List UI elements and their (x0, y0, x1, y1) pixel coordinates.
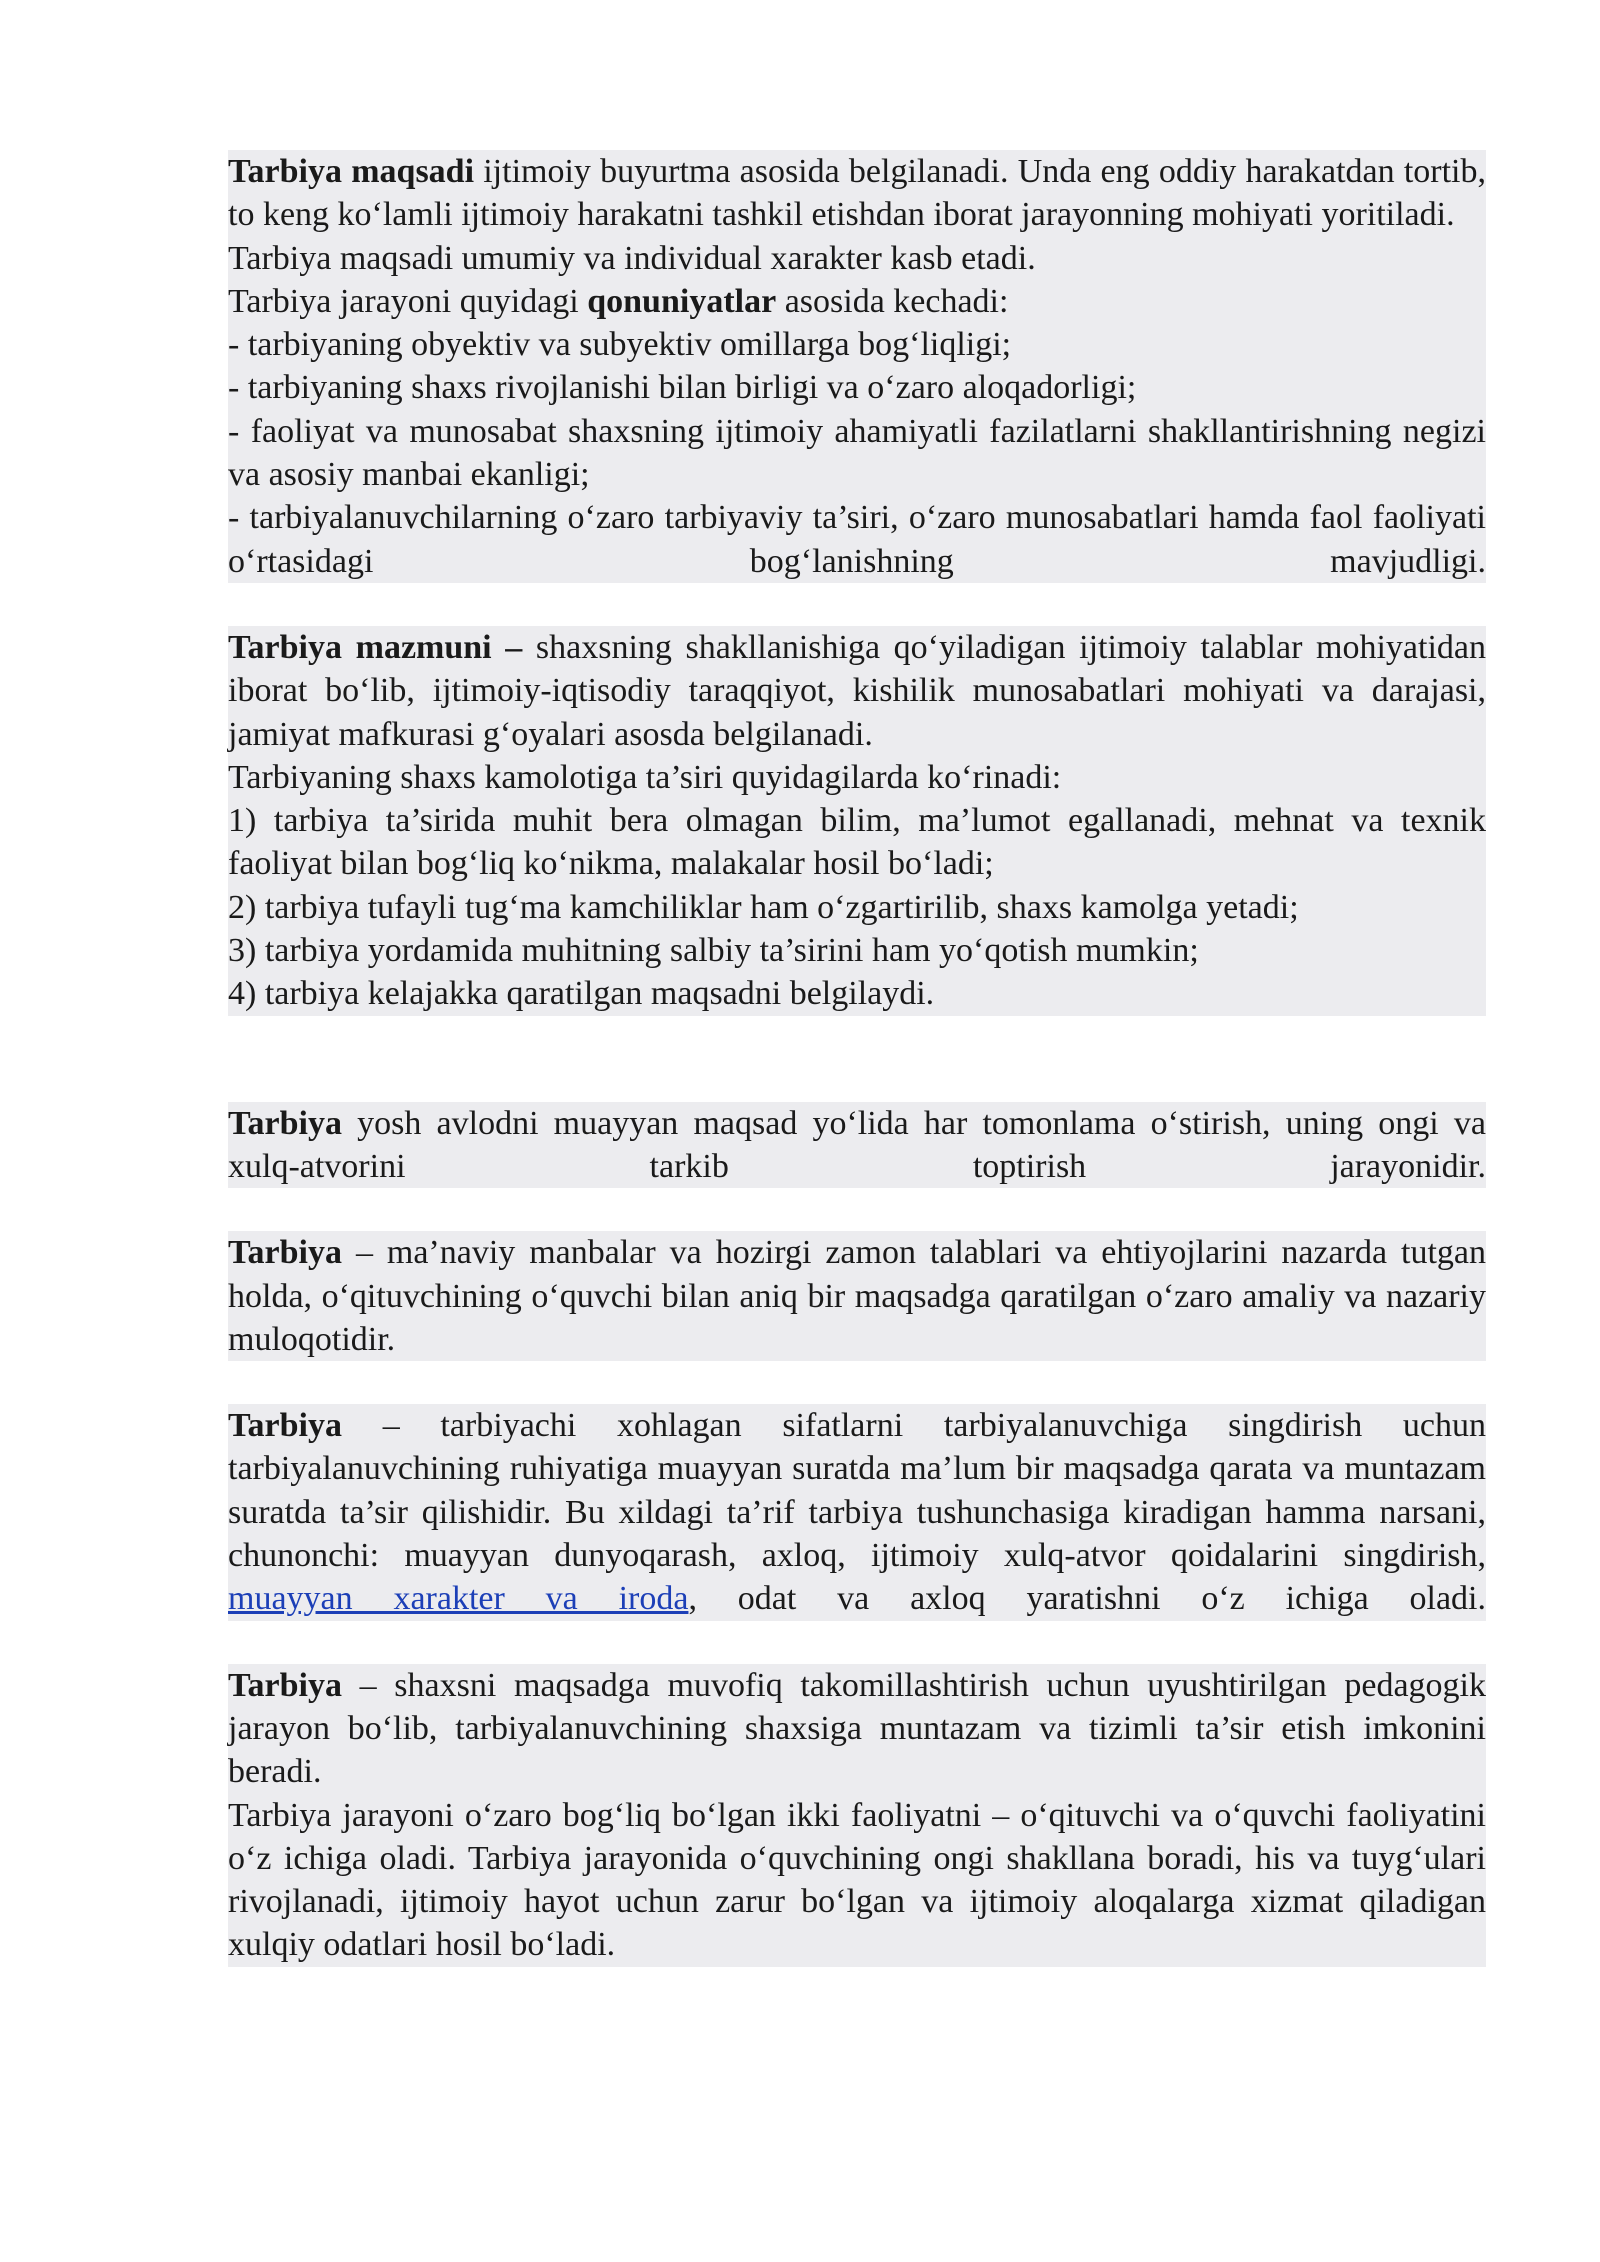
term-bold: Tarbiya (228, 1104, 343, 1142)
term-bold: Tarbiya (228, 1234, 343, 1272)
section-tarbiya-definition-1 (228, 1102, 1486, 1189)
document-page (228, 150, 1486, 1967)
section-tarbiya-definition-3 (228, 1404, 1486, 1620)
paragraph: Tarbiya – shaxsni maqsadga muvofiq takomillashtirish uchun uyushtirilgan pedagogik jarayon bo‘lib, tarbiyalanuvchining shaxsiga muntazam va tizimli ta’sir etish imkonini beradi. (228, 1666, 1486, 1791)
term-bold: Tarbiya (228, 1666, 343, 1704)
section-tarbiya-maqsadi (228, 150, 1486, 583)
paragraph: Tarbiyaning shaxs kamolotiga ta’siri quyidagilarda ko‘rinadi: (228, 758, 1062, 796)
list-item: 2) tarbiya tufayli tug‘ma kamchiliklar ham o‘zgartirilib, shaxs kamolga yetadi; (228, 888, 1299, 926)
paragraph: Tarbiya maqsadi ijtimoiy buyurtma asosida belgilanadi. Unda eng oddiy harakatdan tortib, to keng ko‘lamli ijtimoiy harakatni tashkil etishdan iborat jarayonning mohiyati yoritiladi. (228, 153, 1486, 234)
list-item: - tarbiyaning obyektiv va subyektiv omillarga bog‘liqligi; (228, 326, 1012, 364)
list-item: 1) tarbiya ta’sirida muhit bera olmagan bilim, ma’lumot egallanadi, mehnat va texnik faoliyat bilan bog‘liq ko‘nikma, malakalar hosil bo‘ladi; (228, 802, 1486, 883)
paragraph: Tarbiya – tarbiyachi xohlagan sifatlarni tarbiyalanuvchiga singdirish uchun tarbiyalanuvchining ruhiyatiga muayyan suratda ma’lum bir maqsadga qarata va muntazam suratda ta’sir qilishidir. Bu xildagi ta’rif tarbiya tushunchasiga kiradigan hamma narsani, chunonchi: muayyan dunyoqarash, axloq, ijtimoiy xulq-atvor qoidalarini singdirish, muayyan xarakter va iroda, odat va axloq yaratishni o‘z ichiga oladi. (228, 1407, 1486, 1618)
term-bold: Tarbiya maqsadi (228, 153, 475, 190)
term-bold: qonuniyatlar (587, 282, 777, 320)
muayyan-xarakter-link[interactable]: muayyan xarakter va iroda (228, 1580, 689, 1618)
term-bold: Tarbiya mazmuni – (228, 628, 523, 666)
paragraph: Tarbiya – ma’naviy manbalar va hozirgi zamon talablari va ehtiyojlarini nazarda tutgan holda, o‘qituvchining o‘quvchi bilan aniq bir maqsadga qaratilgan o‘zaro amaliy va nazariy muloqotidir. (228, 1234, 1486, 1358)
section-tarbiya-definition-2 (228, 1231, 1486, 1361)
list-item: - faoliyat va munosabat shaxsning ijtimoiy ahamiyatli fazilatlarni shakllantirishning negizi va asosiy manbai ekanligi; (228, 412, 1486, 494)
paragraph: Tarbiya mazmuni – shaxsning shakllanishiga qo‘yiladigan ijtimoiy talablar mohiyatidan iborat bo‘lib, ijtimoiy-iqtisodiy taraqqiyot, kishilik munosabatlari mohiyati va darajasi, jamiyat mafkurasi g‘oyalari asosda belgilanadi. (228, 628, 1486, 753)
list-item: 4) tarbiya kelajakka qaratilgan maqsadni belgilaydi. (228, 975, 935, 1013)
list-item: - tarbiyaning shaxs rivojlanishi bilan birligi va o‘zaro aloqadorligi; (228, 369, 1137, 407)
list-item: - tarbiyalanuvchilarning o‘zaro tarbiyaviy ta’siri, o‘zaro munosabatlari hamda faol faoliyati o‘rtasidagi bog‘lanishning mavjudligi. (228, 499, 1486, 580)
paragraph: Tarbiya jarayoni quyidagi qonuniyatlar asosida kechadi: (228, 282, 1009, 320)
term-bold: Tarbiya (228, 1407, 343, 1445)
paragraph: Tarbiya yosh avlodni muayyan maqsad yo‘lida har tomonlama o‘stirish, uning ongi va xulq-atvorini tarkib toptirish jarayonidir. (228, 1104, 1486, 1185)
paragraph: Tarbiya jarayoni o‘zaro bog‘liq bo‘lgan ikki faoliyatni – o‘qituvchi va o‘quvchi faoliyatini o‘z ichiga oladi. Tarbiya jarayonida o‘quvchining ongi shakllana boradi, his va tuyg‘ulari rivojlanadi, ijtimoiy hayot uchun zarur bo‘lgan va ijtimoiy aloqalarga xizmat qiladigan xulqiy odatlari hosil bo‘ladi. (228, 1796, 1486, 1964)
list-item: 3) tarbiya yordamida muhitning salbiy ta’sirini ham yo‘qotish mumkin; (228, 932, 1199, 970)
paragraph: Tarbiya maqsadi umumiy va individual xarakter kasb etadi. (228, 239, 1036, 277)
section-tarbiya-mazmuni (228, 626, 1486, 1016)
section-tarbiya-definition-4 (228, 1664, 1486, 1967)
